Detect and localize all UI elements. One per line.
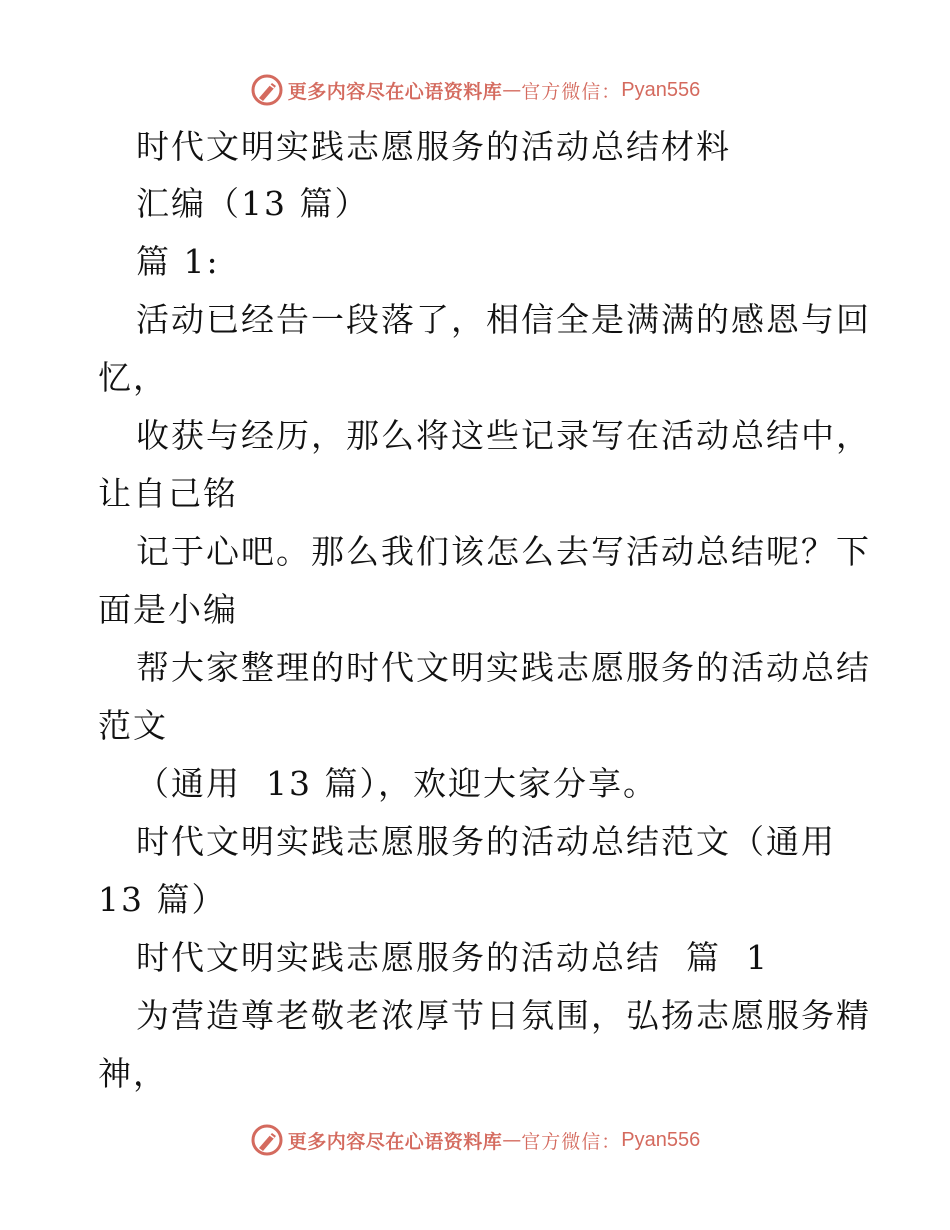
pen-logo-icon <box>250 73 284 107</box>
banner-wechat-label: 官方微信： <box>521 1130 622 1153</box>
paragraph-line: 活动已经告一段落了，相信全是满满的感恩与回 <box>136 300 871 339</box>
doc-title-line-1: 时代文明实践志愿服务的活动总结材料 <box>136 127 731 166</box>
subsection-heading: 时代文明实践志愿服务的活动总结 篇 1 <box>136 938 769 977</box>
paragraph-line: 记于心吧。那么我们该怎么去写活动总结呢？下 <box>136 532 871 571</box>
paragraph-line: 面是小编 <box>98 590 238 629</box>
banner-separator: — <box>502 79 522 101</box>
paragraph-line: 范文 <box>98 706 168 745</box>
banner-wechat-id: Pyan556 <box>621 1128 701 1151</box>
banner-main-text: 更多内容尽在心语资料库 <box>287 1130 503 1153</box>
paragraph-line: 让自己铭 <box>98 474 238 513</box>
header-banner <box>0 70 950 110</box>
banner-wechat-id: Pyan556 <box>621 78 701 101</box>
banner-separator: — <box>502 1129 522 1151</box>
paragraph-line: 帮大家整理的时代文明实践志愿服务的活动总结 <box>136 648 871 687</box>
banner-wechat-label: 官方微信： <box>521 80 622 103</box>
paragraph-line: 为营造尊老敬老浓厚节日氛围，弘扬志愿服务精 <box>136 996 871 1035</box>
pen-logo-icon <box>250 1123 284 1157</box>
paragraph-line: 神， <box>98 1054 168 1093</box>
banner-main-text: 更多内容尽在心语资料库 <box>287 80 503 103</box>
footer-banner <box>0 1120 950 1160</box>
paragraph-line: 13 篇） <box>98 880 227 919</box>
paragraph-line: 时代文明实践志愿服务的活动总结范文（通用 <box>136 822 836 861</box>
doc-title-line-2: 汇编（13 篇） <box>136 184 370 223</box>
paragraph-line: （通用 13 篇），欢迎大家分享。 <box>136 764 658 803</box>
paragraph-line: 忆， <box>98 358 168 397</box>
section-heading: 篇 1: <box>136 242 220 281</box>
paragraph-line: 收获与经历，那么将这些记录写在活动总结中， <box>136 416 871 455</box>
